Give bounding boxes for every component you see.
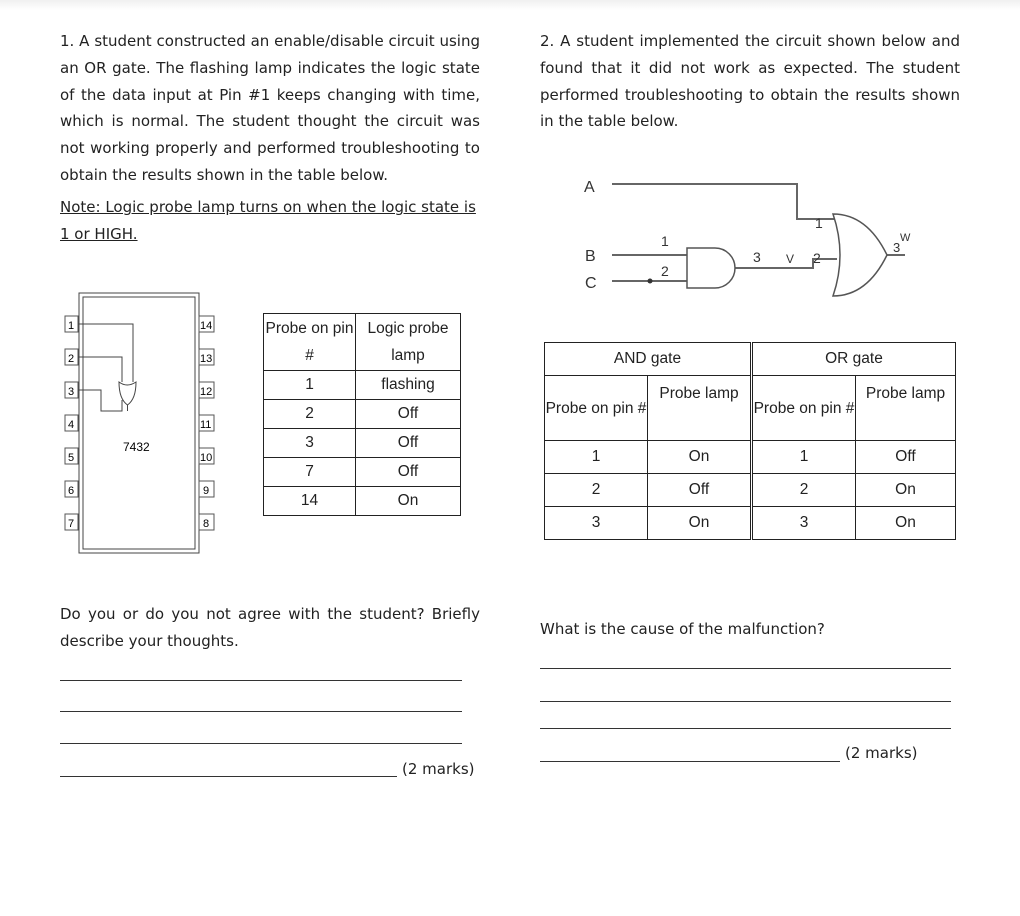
cell-or-lamp: Off [856,441,956,474]
ic-7432-diagram [55,287,225,562]
label-input-a: A [584,179,595,196]
cell-and-lamp: On [648,507,752,540]
table-row [264,400,461,429]
q1-question: Do you or do you not agree with the student? Briefly describe your thoughts. [60,605,480,650]
label-input-c: C [585,275,597,292]
table-header-row [264,314,461,371]
cell-or-lamp: On [856,474,956,507]
q2-question: What is the cause of the malfunction? [540,620,825,638]
cell-lamp: Off [356,458,461,487]
pin-label-8: 8 [203,518,210,530]
table-row [545,441,956,474]
cell-pin: 7 [264,458,356,487]
label-or-pin-1: 1 [815,215,823,231]
table-row [264,429,461,458]
q1-answer-line-3[interactable] [60,743,462,744]
cell-and-pin: 2 [545,474,648,507]
label-or-pin-3: 3 [893,240,901,255]
header-and-probe-lamp: Probe lamp [648,376,752,441]
pin-label-6: 6 [68,485,75,497]
pin-label-10: 10 [200,452,213,464]
q2-logic-circuit [575,168,935,308]
table-group-row [545,343,956,376]
q1-answer-line-1[interactable] [60,680,462,681]
q2-marks: (2 marks) [845,744,918,762]
cell-and-pin: 1 [545,441,648,474]
label-or-pin-2: 2 [813,250,821,266]
cell-pin: 2 [264,400,356,429]
table-row [545,507,956,540]
q2-troubleshooting-table [544,342,956,540]
and-gate-symbol [687,248,735,288]
pin-label-1: 1 [68,320,75,332]
pin-label-9: 9 [203,485,210,497]
cell-lamp: Off [356,400,461,429]
cell-pin: 1 [264,371,356,400]
pin-label-3: 3 [68,386,75,398]
label-input-b: B [585,248,596,265]
group-and-gate: AND gate [545,343,752,376]
q2-paragraph: 2. A student implemented the circuit shown below and found that it did not work as expected. The student performed troubleshooting to obtain the results shown in the table below. [540,32,960,131]
cell-lamp: Off [356,429,461,458]
q1-note: Note: Logic probe lamp turns on when the logic state is 1 or HIGH. [60,198,476,243]
cell-or-pin: 2 [752,474,856,507]
cell-or-pin: 1 [752,441,856,474]
label-output-w: W [900,232,911,244]
header-probe-pin: Probe on pin # [264,314,356,371]
table-row [264,371,461,400]
pin-label-2: 2 [68,353,75,365]
chip-body-inner [83,297,195,549]
header-and-probe-pin: Probe on pin # [545,376,648,441]
pin-label-12: 12 [200,386,213,398]
q1-paragraph: 1. A student constructed an enable/disable circuit using an OR gate. The flashing lamp indicates the logic state of the data input at Pin #1 keeps changing with time, which is normal. The student thought the circuit was not working properly and performed troubleshooting to obtain the results shown in the table below. [60,32,480,184]
q1-probe-table [263,313,461,516]
label-and-pin-3: 3 [753,249,761,265]
internal-wiring [78,324,136,411]
pin-label-4: 4 [68,419,75,431]
input-c-dot [648,279,653,284]
or-gate-symbol [833,214,887,296]
header-or-probe-lamp: Probe lamp [856,376,956,441]
cell-lamp: flashing [356,371,461,400]
label-and-pin-1: 1 [661,233,669,249]
pin-label-14: 14 [200,320,213,332]
pin-label-5: 5 [68,452,75,464]
cell-lamp: On [356,487,461,516]
q2-answer-line-1[interactable] [540,668,951,669]
cell-pin: 3 [264,429,356,458]
chip-label: 7432 [123,440,150,454]
label-and-pin-2: 2 [661,263,669,279]
cell-or-lamp: On [856,507,956,540]
table-row [264,487,461,516]
q2-answer-line-4[interactable] [540,761,840,762]
header-logic-lamp: Logic probe lamp [356,314,461,371]
q2-answer-line-2[interactable] [540,701,951,702]
table-row [264,458,461,487]
cell-and-lamp: On [648,441,752,474]
header-or-probe-pin: Probe on pin # [752,376,856,441]
q1-answer-line-2[interactable] [60,711,462,712]
chip-body-outer [79,293,199,553]
pin-label-11: 11 [200,419,212,431]
q1-answer-line-4[interactable] [60,776,397,777]
group-or-gate: OR gate [752,343,956,376]
cell-or-pin: 3 [752,507,856,540]
pin-label-7: 7 [68,518,75,530]
cell-and-lamp: Off [648,474,752,507]
table-header-row [545,376,956,441]
cell-pin: 14 [264,487,356,516]
cell-and-pin: 3 [545,507,648,540]
q2-answer-line-3[interactable] [540,728,951,729]
page-top-edge [0,0,1020,10]
q1-marks: (2 marks) [402,760,475,778]
table-row [545,474,956,507]
pin-label-13: 13 [200,353,213,365]
label-junction-v: V [786,252,795,266]
